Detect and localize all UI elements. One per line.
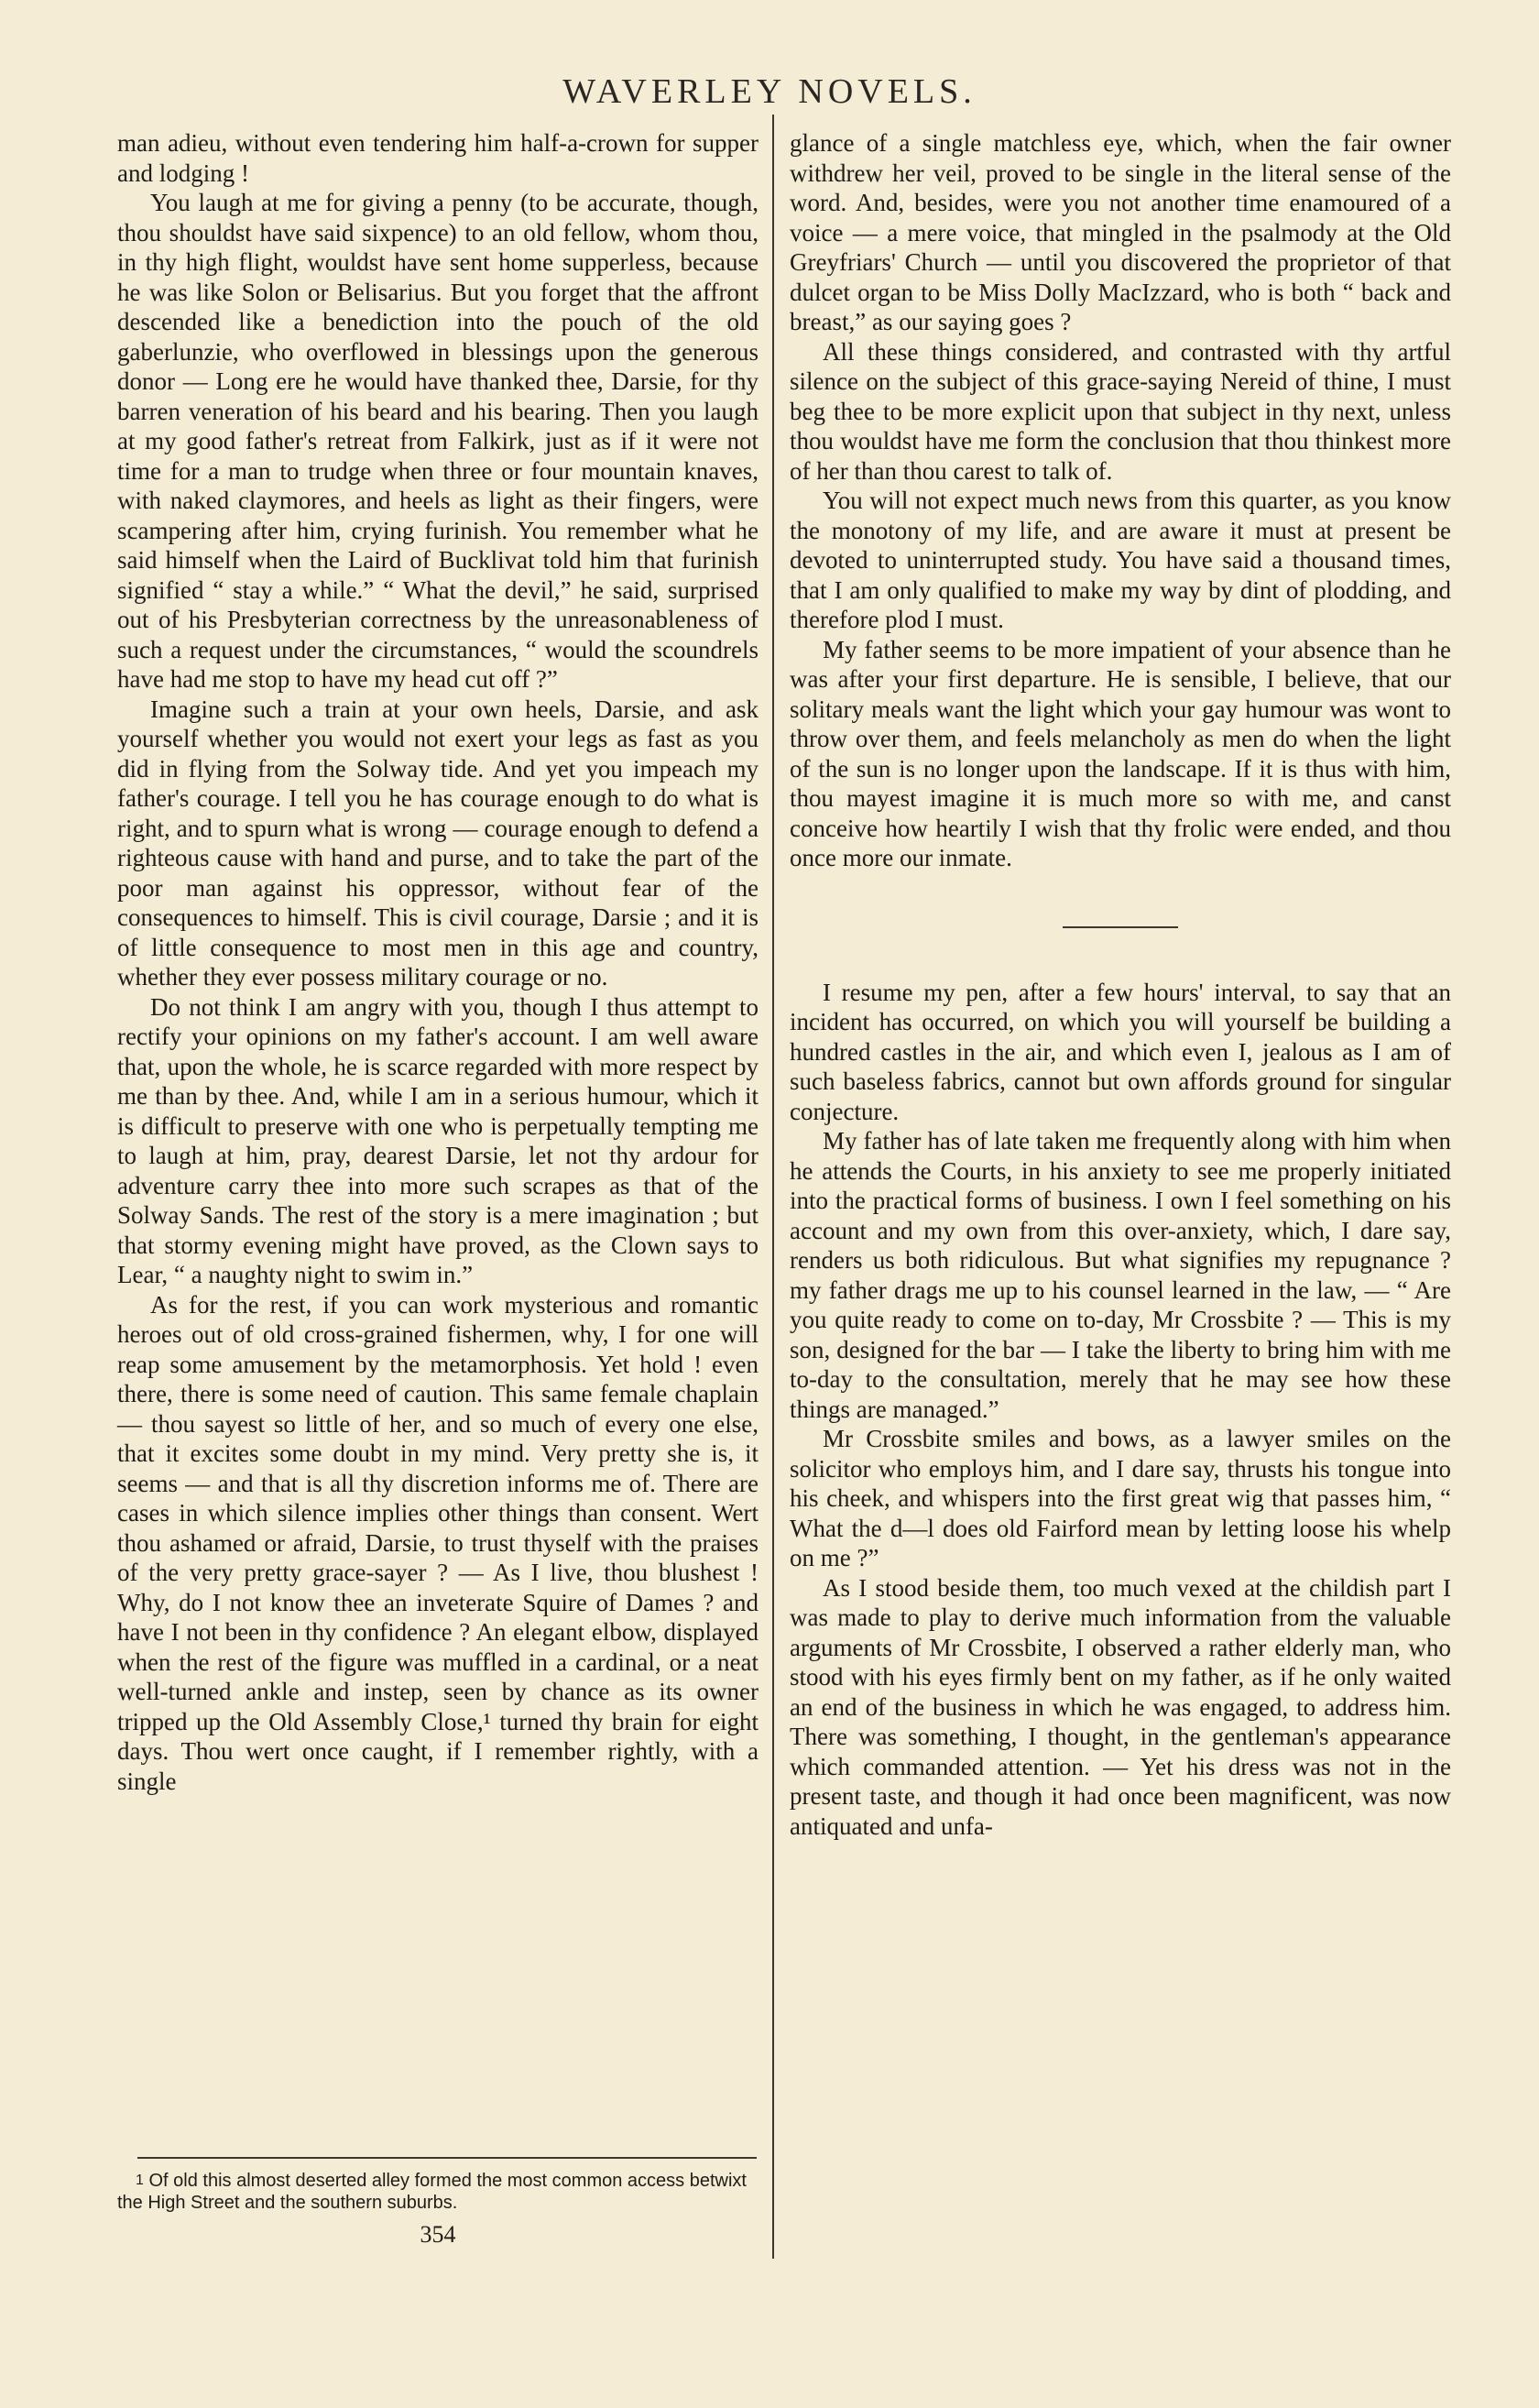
left-paragraph: As for the rest, if you can work mysterious and romantic heroes out of old cross-grained fishermen, why, I for one will reap some amusement by the metamorphosis. Yet hold ! even there, there is some need of caution. This same female chaplain — thou sayest so little of her, and so much of every one else, that it excites some doubt in my mind. Very pretty she is, it seems — and that is all thy discretion informs me of. There are cases in which silence implies other things than consent. Wert thou ashamed or afraid, Darsie, to trust thyself with the praises of the very pretty grace-sayer ? — As I live, thou blushest ! Why, do I not know thee an inveterate Squire of Dames ? and have I not been in thy confidence ? An elegant elbow, displayed when the rest of the figure was muffled in a cardinal, or a neat well-turned ankle and instep, seen by chance as its owner tripped up the Old Assembly Close,¹ turned thy brain for eight days. Thou wert once caught, if I remember rightly, with a single xyxy=(117,1290,759,1795)
left-column xyxy=(117,128,759,1796)
right-paragraph: You will not expect much news from this quarter, as you know the monotony of my life, and are aware it must at present be devoted to uninterrupted study. You have said a thousand times, that I am only qualified to make my way by dint of plodding, and therefore plod I must. xyxy=(790,487,1451,633)
right-paragraph: I resume my pen, after a few hours' interval, to say that an incident has occurred, on which you will yourself be building a hundred castles in the air, and which even I, jealous as I am of such baseless fabrics, cannot but own affords ground for singular conjecture. xyxy=(790,978,1451,1125)
footnote-text: Of old this almost deserted alley formed the most common access betwixt the High Street and the southern suburbs. xyxy=(117,2171,747,2213)
running-header: WAVERLEY NOVELS. xyxy=(562,72,977,111)
left-paragraph: You laugh at me for giving a penny (to be accurate, though, thou shouldst have said sixpence) to an old fellow, whom thou, in thy high flight, wouldst have sent home supperless, because he was like Solon or Belisarius. But you forget that the affront descended like a benediction into the pouch of the old gaberlunzie, who overflowed in blessings upon the generous donor — Long ere he would have thanked thee, Darsie, for thy barren veneration of his beard and his bearing. Then you laugh at my good father's retreat from Falkirk, just as if it were not time for a man to trudge when three or four mountain knaves, with naked claymores, and heels as light as their fingers, were scampering after him, crying furinish. You remember what he said himself when the Laird of Bucklivat told him that furinish signified “ stay a while.” “ What the devil,” he said, surprised out of his Presbyterian correctness by the unreasonableness of such a request under the circumstances, “ would the scoundrels have had me stop to have my head cut off ?” xyxy=(117,189,759,693)
footnote-rule xyxy=(137,2157,757,2159)
right-paragraph: All these things considered, and contrasted with thy artful silence on the subject of this grace-saying Nereid of thine, I must beg thee to be more explicit upon that subject in thy next, unless thou wouldst have me form the conclusion that thou thinkest more of her than thou carest to talk of. xyxy=(790,337,1451,485)
right-column xyxy=(790,128,1451,1841)
left-paragraph: Do not think I am angry with you, though I thus attempt to rectify your opinions on my father's account. I am well aware that, upon the whole, he is scarce regarded with more respect by me than by thee. And, while I am in a serious humour, which it is difficult to preserve with one who is perpetually tempting me to laugh at him, pray, dearest Darsie, let not thy ardour for adventure carry thee into more such scrapes as that of the Solway Sands. The rest of the story is a mere imagination ; but that stormy evening might have proved, as the Clown says to Lear, “ a naughty night to swim in.” xyxy=(117,992,759,1288)
left-paragraph: man adieu, without even tendering him half-a-crown for supper and lodging ! xyxy=(117,129,759,187)
right-paragraph: Mr Crossbite smiles and bows, as a lawyer smiles on the solicitor who employs him, and I dare say, thrusts his tongue into his cheek, and whispers into the first great wig that passes him, “ What the d—l does old Fairford mean by letting loose his whelp on me ?” xyxy=(790,1425,1451,1571)
right-paragraph: My father has of late taken me frequently along with him when he attends the Courts, in his anxiety to see me properly initiated into the practical forms of business. I own I feel something on his account and my own from this over-anxiety, which, I dare say, renders us both ridiculous. But what signifies my repugnance ? my father drags me up to his counsel learned in the law, — “ Are you quite ready to come on to-day, Mr Crossbite ? — This is my son, designed for the bar — I take the liberty to bring him with me to-day to the consultation, merely that he may see how these things are managed.” xyxy=(790,1127,1451,1423)
column-divider xyxy=(772,115,774,2259)
footnote xyxy=(117,2170,759,2214)
right-paragraph: glance of a single matchless eye, which, when the fair owner withdrew her veil, proved to be single in the literal sense of the word. And, besides, were you not another time enamoured of a voice — a mere voice, that mingled in the psalmody at the Old Greyfriars' Church — until you discovered the proprietor of that dulcet organ to be Miss Dolly MacIzzard, who is both “ back and breast,” as our saying goes ? xyxy=(790,129,1451,335)
left-paragraph: Imagine such a train at your own heels, Darsie, and ask yourself whether you would not exert your legs as fast as you did in flying from the Solway tide. And yet you impeach my father's courage. I tell you he has courage enough to do what is right, and to spurn what is wrong — courage enough to defend a righteous cause with hand and purse, and to take the part of the poor man against his oppressor, without fear of the consequences to himself. This is civil courage, Darsie ; and it is of little consequence to most men in this age and country, whether they ever possess military courage or no. xyxy=(117,695,759,991)
right-paragraph: As I stood beside them, too much vexed at the childish part I was made to play to derive much information from the valuable arguments of Mr Crossbite, I observed a rather elderly man, who stood with his eyes firmly bent on my father, as if he only waited an end of the business in which he was engaged, to address him. There was something, I thought, in the gentleman's appearance which commanded attention. — Yet his dress was not in the present taste, and though it had once been magnificent, was now antiquated and unfa- xyxy=(790,1573,1451,1840)
section-break-rule xyxy=(1063,926,1178,928)
footnote-marker: 1 xyxy=(136,2173,144,2188)
page-number: 354 xyxy=(420,2221,456,2248)
right-paragraph: My father seems to be more impatient of your absence than he was after your first departure. He is sensible, I believe, that our solitary meals want the light which your gay humour was wont to throw over them, and feels melancholy as men do when the light of the sun is no longer upon the landscape. If it is thus with him, thou mayest imagine it is much more so with me, and canst conceive how heartily I wish that thy frolic were ended, and thou once more our inmate. xyxy=(790,635,1451,871)
